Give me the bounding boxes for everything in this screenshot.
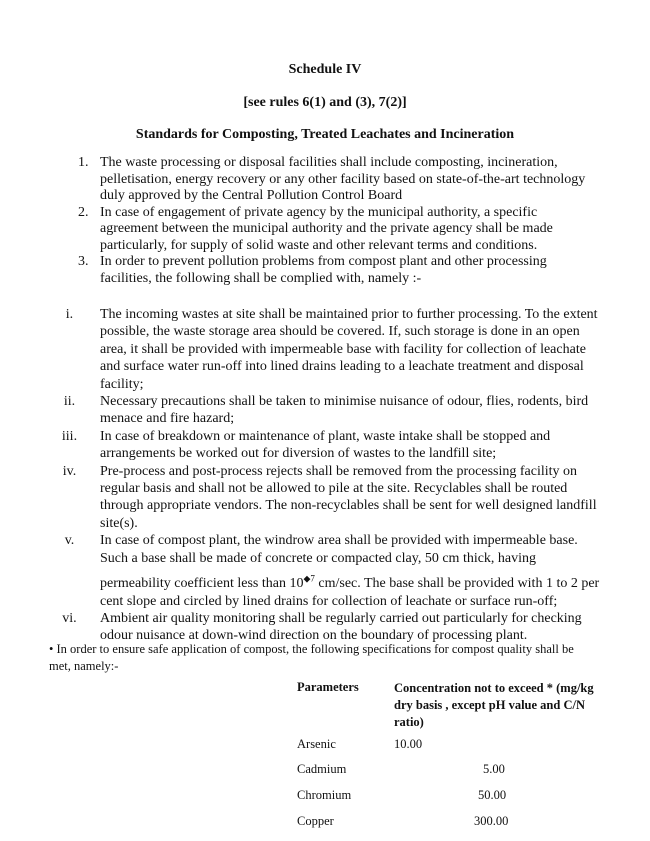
table-row-value: 5.00 bbox=[483, 762, 505, 776]
roman-item bbox=[57, 428, 602, 463]
table-row-value: 50.00 bbox=[478, 788, 507, 802]
item-number: i. bbox=[65, 307, 74, 322]
table-row-name: Chromium bbox=[297, 788, 352, 802]
item-text-continued bbox=[100, 575, 602, 610]
document-title: Standards for Composting, Treated Leachates and Incineration bbox=[135, 127, 515, 142]
permeability-text: permeability coefficient less than 10 bbox=[100, 576, 304, 592]
parameters-header: Parameters bbox=[297, 680, 359, 694]
item-number: 1. bbox=[78, 155, 89, 170]
item-text: In case of compost plant, the windrow area shall be provided with impermeable base. Such a base shall be made of concrete or compacted clay, 50 cm thick, having bbox=[100, 533, 578, 566]
numbered-item bbox=[78, 205, 598, 255]
item-number: 3. bbox=[78, 254, 89, 269]
item-number: iv. bbox=[62, 463, 77, 479]
roman-item bbox=[57, 532, 602, 610]
item-text: The incoming wastes at site shall be maintained prior to further processing. To the extent possible, the waste storage area should be covered. If, such storage is done in an open area, it shall be provided with impermeable base with facility for collection of leachate and surface water run-off into lined drains leading to a leachate treatment and disposal facility; bbox=[100, 307, 598, 392]
roman-item bbox=[57, 306, 602, 393]
item-number: v. bbox=[64, 533, 75, 549]
numbered-item bbox=[78, 254, 598, 287]
concentration-header: Concentration not to exceed * (mg/kg dry basis , except pH value and C/N ratio) bbox=[394, 681, 594, 729]
item-number: ii. bbox=[63, 394, 76, 410]
bullet-text: In order to ensure safe application of compost, the following specifications for compost quality shall be met, namely:- bbox=[49, 642, 574, 673]
table-row-name: Copper bbox=[297, 814, 334, 828]
numbered-list bbox=[78, 155, 598, 287]
schedule-heading: Schedule IV bbox=[288, 62, 362, 77]
bullet-paragraph bbox=[49, 641, 594, 675]
item-text: Ambient air quality monitoring shall be regularly carried out particularly for checking odour nuisance at down-wind direction on the boundary of processing plant. bbox=[100, 610, 582, 644]
item-number: iii. bbox=[61, 428, 78, 444]
numbered-item bbox=[78, 155, 598, 205]
roman-item bbox=[57, 610, 602, 645]
bullet-icon: • bbox=[49, 642, 54, 656]
exponent-value: 7 bbox=[310, 573, 315, 584]
exponent-symbol: ◆ bbox=[303, 573, 311, 584]
roman-item bbox=[57, 393, 602, 428]
table-row-value: 300.00 bbox=[474, 814, 509, 828]
table-row-name: Arsenic bbox=[297, 737, 336, 751]
roman-list bbox=[57, 306, 602, 645]
item-text-end: cm/sec. The base shall be provided with 1 to 2 per cent slope and circled by lined drains for collection of leachate or surface run-off; bbox=[100, 576, 600, 609]
item-number: vi. bbox=[62, 610, 77, 626]
item-text: Pre-process and post-process rejects shall be removed from the processing facility on regular basis and shall not be allowed to pile at the site. Recyclables shall be routed through appropriate vendors. The non-recyclables shall be sent for well designed landfill site(s). bbox=[100, 463, 597, 531]
table-row-value: 10.00 bbox=[394, 737, 423, 751]
item-number: 2. bbox=[78, 204, 89, 220]
item-text: Necessary precautions shall be taken to minimise nuisance of odour, flies, rodents, bird menace and fire hazard; bbox=[100, 394, 589, 427]
table-row-name: Cadmium bbox=[297, 762, 347, 776]
item-text: In case of engagement of private agency by the municipal authority, a specific agreement between the municipal authority and the private agency shall be made particularly, for supply of solid waste and other relevant terms and conditions. bbox=[100, 204, 553, 253]
item-text: In case of breakdown or maintenance of plant, waste intake shall be stopped and arrangements be worked out for diversion of wastes to the landfill site; bbox=[100, 428, 551, 462]
roman-item bbox=[57, 463, 602, 533]
item-text: In order to prevent pollution problems from compost plant and other processing facilities, the following shall be complied with, namely :- bbox=[100, 254, 547, 286]
rules-reference: [see rules 6(1) and (3), 7(2)] bbox=[243, 95, 407, 110]
item-text: The waste processing or disposal facilities shall include composting, incineration, pelletisation, energy recovery or any other facility based on state-of-the-art technology duly approved by the Central Pollution Control Board bbox=[100, 155, 586, 203]
